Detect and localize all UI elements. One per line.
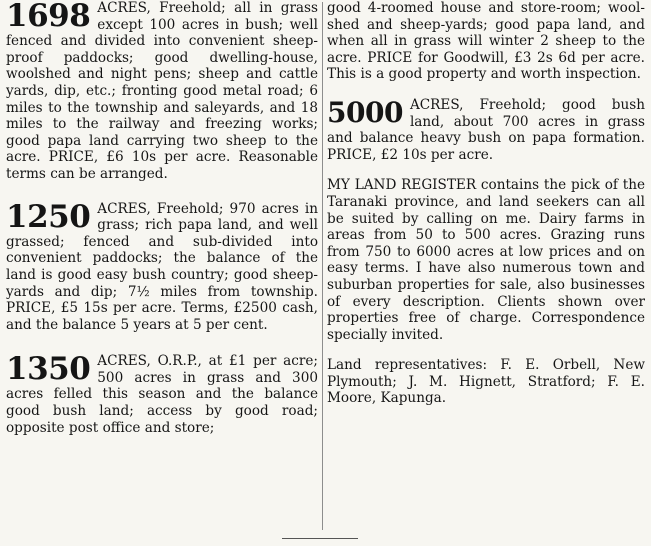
listing-5000 <box>327 97 645 163</box>
representatives-notice <box>327 357 645 407</box>
listing-1698 <box>6 0 318 183</box>
listing-1350-continued <box>327 0 645 83</box>
listing-acreage-number: 1698 <box>6 0 91 34</box>
representatives-text: Land representatives: F. E. Orbell, New Plymouth; J. M. Hignett, Stratford; F. E. Moore, Kapunga. <box>327 357 645 407</box>
listing-acreage-number: 5000 <box>327 95 403 129</box>
listing-text: ACRES, Freehold; 970 acres in grass; rich papa land, and well grassed; fenced and sub-divided into convenient paddocks; the balance of the land is good easy bush country; good sheep-yards and dip; 7½ miles from township. PRICE, £5 15s per acre. Terms, £2500 cash, and the balance 5 years at 5 per cent. <box>6 200 318 333</box>
bottom-rule <box>282 538 358 539</box>
listing-acreage-number: 1250 <box>6 198 91 235</box>
listing-continuation-text: good 4-roomed house and store-room; wool-shed and sheep-yards; good papa land, and when all in grass will winter 2 sheep to the acre. PRICE for Goodwill, £3 2s 6d per acre. This is a good property and worth inspection. <box>327 0 645 83</box>
listing-text: ACRES, Freehold; all in grass except 100 acres in bush; well fenced and divided into convenient sheep-proof paddocks; good dwelling-house, woolshed and night pens; sheep and cattle yards, dip, etc.; fronting good metal road; 6 miles to the township and saleyards, and 18 miles to the railway and freezing works; good papa land carrying two sheep to the acre. PRICE, £6 10s per acre. Reasonable terms can be arranged. <box>6 0 318 182</box>
left-column <box>6 0 318 448</box>
listing-text: ACRES, O.R.P., at £1 per acre; 500 acres in grass and 300 acres felled this season and the balance good bush land; access by good road; opposite post office and store; <box>6 353 318 436</box>
right-column <box>327 0 645 419</box>
land-register-notice <box>327 177 645 343</box>
listing-1350 <box>6 353 318 436</box>
register-headword: MY LAND REGISTER <box>327 177 477 194</box>
register-text: contains the pick of the Taranaki province, and land seekers can all be suited by calling on me. Dairy farms in areas from 50 to 500 acres. Grazing runs from 750 to 6000 acres at low prices and on easy terms. I have also numerous town and suburban properties for sale, also businesses of every description. Clients shown over properties free of charge. Correspondence specially invited. <box>327 177 645 343</box>
listing-1250 <box>6 198 318 334</box>
column-divider <box>322 2 323 530</box>
listing-acreage-number: 1350 <box>6 351 91 388</box>
listing-text: ACRES, Freehold; good bush land, about 700 acres in grass and balance heavy bush on papa formation. PRICE, £2 10s per acre. <box>327 96 645 163</box>
